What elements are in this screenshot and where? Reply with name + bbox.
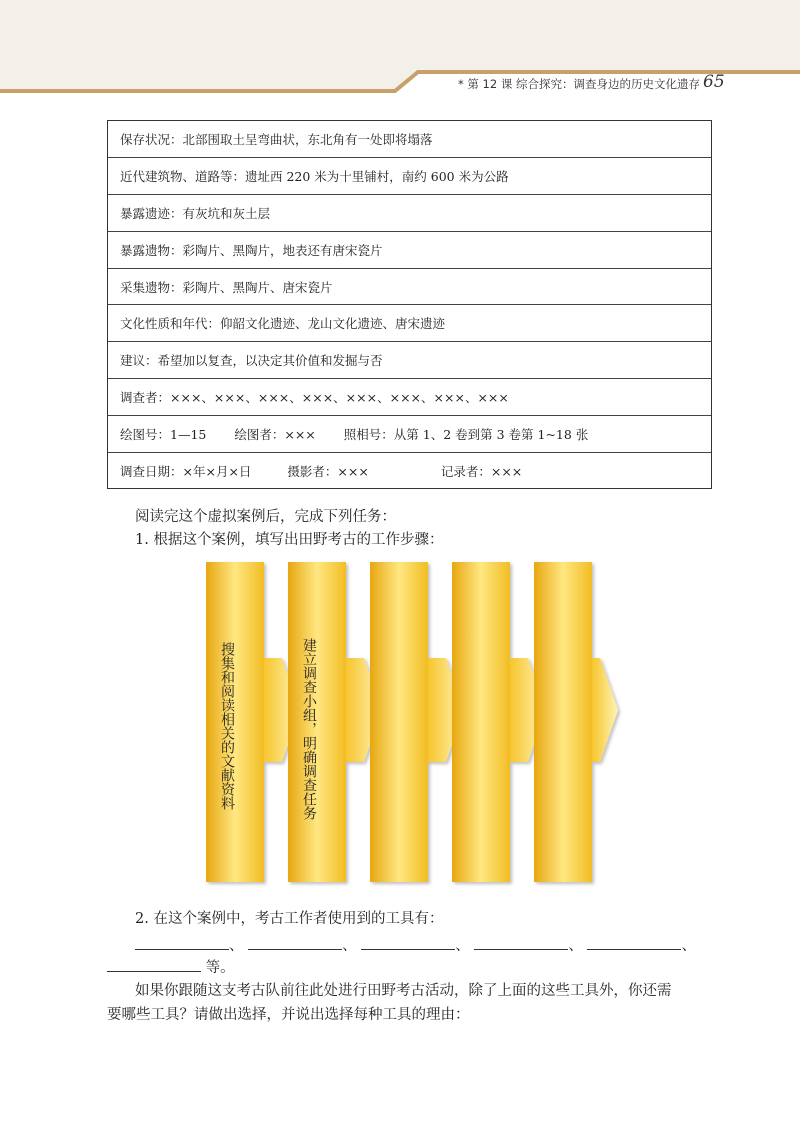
photographer: 摄影者：×××	[287, 464, 369, 480]
tool-blank-5[interactable]	[587, 935, 681, 950]
drawing-number: 绘图号：1—15	[120, 427, 207, 443]
lesson-title: * 第 12 课 综合探究：调查身边的历史文化遗存	[457, 77, 700, 91]
page-number: 65	[703, 72, 725, 92]
tool-blank-3[interactable]	[361, 935, 455, 950]
paragraph-line-2: 要哪些工具？请做出选择，并说出选择每种工具的理由：	[107, 1007, 470, 1023]
photo-number: 照相号：从第 1、2 卷到第 3 卷第 1~18 张	[343, 427, 589, 443]
drafter: 绘图者：×××	[234, 427, 316, 443]
tool-blank-1[interactable]	[135, 935, 229, 950]
table-row: 保存状况：北部围取土呈弯曲状，东北角有一处即将塌落	[108, 121, 711, 158]
tool-blank-6[interactable]	[107, 957, 201, 972]
recorder: 记录者：×××	[440, 464, 523, 480]
table-row	[108, 416, 711, 453]
table-row: 暴露遗物：彩陶片、黑陶片，地表还有唐宋瓷片	[108, 232, 711, 269]
task2-text: 2. 在这个案例中，考古工作者使用到的工具有：	[135, 911, 444, 927]
survey-date: 调查日期：×年×月×日	[120, 464, 252, 480]
table-row: 建议：希望加以复查，以决定其价值和发掘与否	[108, 342, 711, 379]
tools-blank-line: 、 、 、 、 、	[135, 934, 696, 955]
intro-text: 阅读完这个虚拟案例后，完成下列任务：	[135, 509, 396, 525]
table-row: 近代建筑物、道路等：遗址西 220 米为十里铺村，南约 600 米为公路	[108, 158, 711, 195]
tools-blank-line-2	[107, 956, 235, 977]
table-row: 采集遗物：彩陶片、黑陶片、唐宋瓷片	[108, 269, 711, 306]
table-row	[108, 453, 711, 490]
flow-step-2: 建立调查小组，明确调查任务	[301, 638, 317, 820]
task1-text: 1. 根据这个案例，填写出田野考古的工作步骤：	[135, 532, 444, 548]
flow-arrows-graphic	[190, 560, 630, 890]
table-row: 调查者：×××、×××、×××、×××、×××、×××、×××、×××	[108, 379, 711, 416]
etc-text: 等。	[205, 960, 235, 976]
paragraph-line-1: 如果你跟随这支考古队前往此处进行田野考古活动，除了上面的这些工具外，你还需	[135, 983, 672, 999]
workflow-diagram	[190, 560, 630, 890]
tool-blank-4[interactable]	[474, 935, 568, 950]
flow-step-1: 搜集和阅读相关的文献资料	[219, 642, 235, 810]
table-row: 文化性质和年代：仰韶文化遗迹、龙山文化遗迹、唐宋遗迹	[108, 305, 711, 342]
tool-blank-2[interactable]	[248, 935, 342, 950]
table-row: 暴露遗迹：有灰坑和灰土层	[108, 195, 711, 232]
survey-record-table	[107, 120, 712, 489]
